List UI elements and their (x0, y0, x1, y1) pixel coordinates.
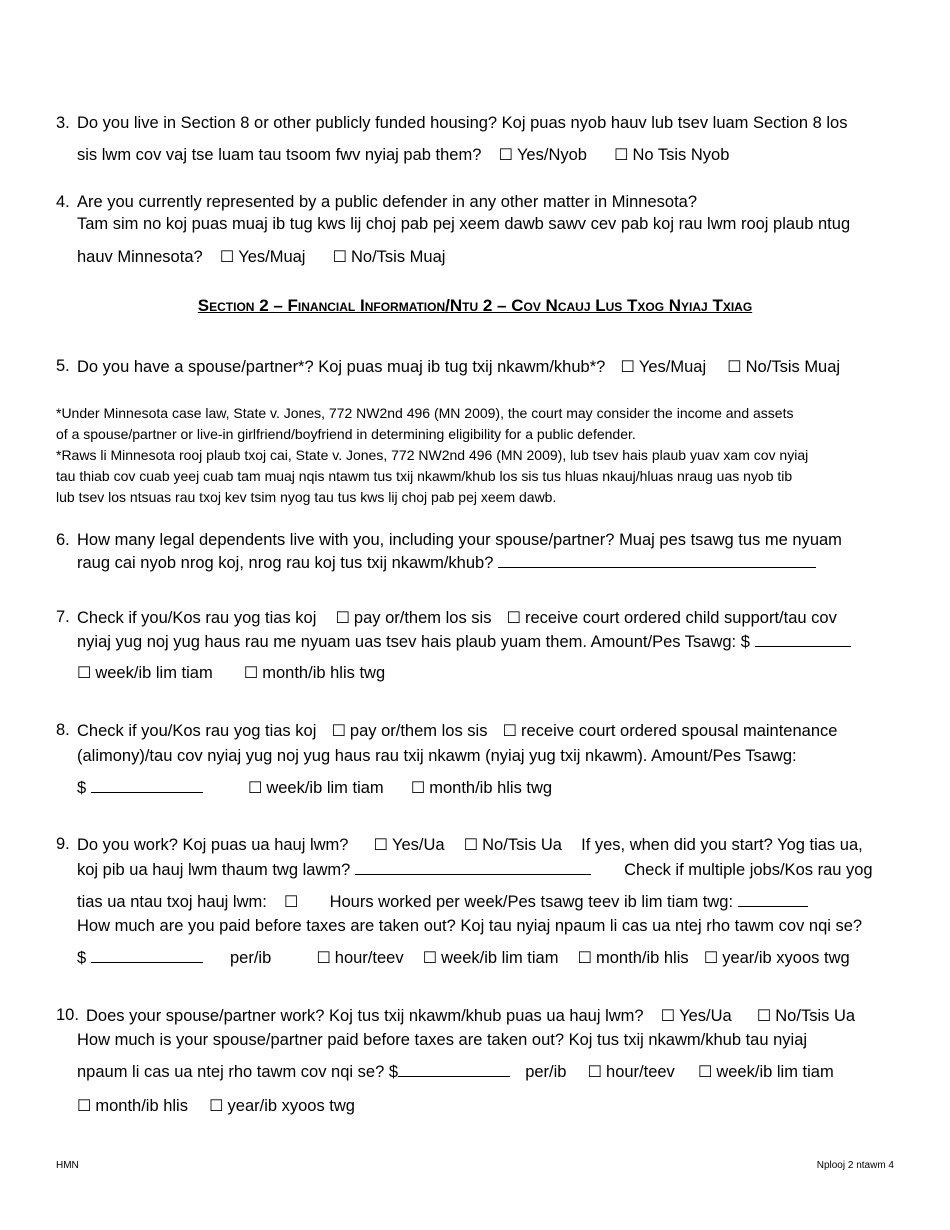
question-number: 3. (56, 114, 70, 132)
hour-label: hour/teev (606, 1063, 675, 1081)
yes-label: Yes/Ua (679, 1007, 732, 1025)
start-date-field[interactable] (355, 860, 591, 875)
question-number: 6. (56, 531, 70, 549)
month-label: month/ib hlis (95, 1097, 188, 1115)
question-text: sis lwm cov vaj tse luam tau tsoom fwv nyiaj pab them? (77, 146, 482, 164)
footnote-line: tau thiab cov cuab yeej cuab tam muaj nqis ntawm tus txij nkawm/khub los sis tus hluas nkauj/hluas nraug uas nyob tib (56, 468, 793, 484)
question-text: Does your spouse/partner work? Koj tus txij nkawm/khub puas ua hauj lwm? (86, 1007, 644, 1025)
question-text: hauv Minnesota? (77, 248, 203, 266)
pay-label: pay or/them los sis (349, 722, 488, 740)
no-checkbox[interactable]: ☐ (463, 837, 479, 854)
yes-label: Yes/Muaj (638, 358, 707, 376)
question-text: How much is your spouse/partner paid before taxes are taken out? Koj tus txij nkawm/khub tau nyiaj (77, 1031, 808, 1049)
per-label: per/ib (229, 949, 272, 967)
no-checkbox[interactable]: ☐ (756, 1008, 772, 1025)
question-text: Check if multiple jobs/Kos rau yog (624, 861, 873, 879)
yes-label: Yes/Ua (392, 836, 445, 854)
hour-checkbox[interactable]: ☐ (316, 950, 331, 967)
question-number: 4. (56, 193, 70, 211)
yes-checkbox[interactable]: ☐ (660, 1008, 676, 1025)
yes-checkbox[interactable]: ☐ (620, 359, 635, 376)
question-text: npaum li cas ua ntej rho tawm cov nqi se? $ (77, 1063, 399, 1081)
question-text: Check if you/Kos rau yog tias koj (77, 609, 317, 627)
footer-page-number: Nplooj 2 ntawm 4 (816, 1160, 894, 1171)
no-label: No Tsis Nyob (632, 146, 730, 164)
question-text: Do you work? Koj puas ua hauj lwm? (77, 836, 349, 854)
question-number: 5. (56, 357, 70, 375)
footer-language-code: HMN (56, 1160, 79, 1171)
question-number: 10. (56, 1006, 79, 1024)
week-label: week/ib lim tiam (441, 949, 559, 967)
no-label: No/Tsis Ua (482, 836, 562, 854)
question-text: Tam sim no koj puas muaj ib tug kws lij choj pab pej xeem dawb sawv cev pab koj rau lwm rooj plaub ntug (77, 215, 851, 233)
month-label: month/ib hlis twg (429, 779, 553, 797)
dollar-sign: $ (77, 949, 87, 967)
month-checkbox[interactable]: ☐ (410, 780, 426, 797)
footnote-line: *Raws li Minnesota rooj plaub txoj cai, State v. Jones, 772 NW2nd 496 (MN 2009), lub tsev hais plaub yuav xam cov nyiaj (56, 447, 809, 463)
pay-checkbox[interactable]: ☐ (335, 610, 350, 627)
receive-label: receive court ordered spousal maintenance (521, 722, 838, 740)
question-text: raug cai nyob nrog koj, nrog rau koj tus txij nkawm/khub? (77, 554, 494, 572)
amount-field[interactable] (91, 778, 203, 793)
hour-checkbox[interactable]: ☐ (587, 1064, 603, 1081)
receive-label: receive court ordered child support/tau cov (525, 609, 837, 627)
question-text: Are you currently represented by a public defender in any other matter in Minnesota? (77, 193, 698, 211)
week-checkbox[interactable]: ☐ (698, 1064, 713, 1081)
no-label: No/Tsis Muaj (351, 248, 446, 266)
footnote-line: lub tsev los ntsuas rau txoj kev tsim nyog tau tus kws lij choj pab pej xeem dawb. (56, 489, 557, 505)
amount-field[interactable] (755, 632, 851, 647)
no-label: No/Tsis Muaj (745, 358, 841, 376)
hours-per-week-field[interactable] (738, 892, 808, 907)
year-label: year/ib xyoos twg (227, 1097, 355, 1115)
hour-label: hour/teev (334, 949, 404, 967)
footnote-line: *Under Minnesota case law, State v. Jones, 772 NW2nd 496 (MN 2009), the court may consider the income and assets (56, 405, 794, 421)
yes-checkbox[interactable]: ☐ (373, 837, 389, 854)
question-text: Check if you/Kos rau yog tias koj (77, 722, 317, 740)
month-checkbox[interactable]: ☐ (577, 950, 593, 967)
section-2-title: Section 2 – Financial Information/Ntu 2 – Cov Ncauj Lus Txog Nyiaj Txiag (197, 296, 753, 315)
yes-checkbox[interactable]: ☐ (219, 249, 235, 266)
yes-checkbox[interactable]: ☐ (498, 147, 513, 164)
question-text: How many legal dependents live with you, including your spouse/partner? Muaj pes tsawg tus me nyuam (77, 531, 842, 549)
no-checkbox[interactable]: ☐ (614, 147, 629, 164)
question-number: 8. (56, 721, 70, 739)
month-label: month/ib hlis twg (262, 664, 386, 682)
pay-checkbox[interactable]: ☐ (331, 723, 346, 740)
week-checkbox[interactable]: ☐ (77, 665, 92, 682)
question-text: How much are you paid before taxes are taken out? Koj tau nyiaj npaum li cas ua ntej rho tawm cov nqi se? (77, 917, 863, 935)
year-label: year/ib xyoos twg (722, 949, 850, 967)
week-checkbox[interactable]: ☐ (247, 780, 263, 797)
week-checkbox[interactable]: ☐ (422, 950, 438, 967)
question-text: Hours worked per week/Pes tsawg teev ib lim tiam twg: (329, 893, 734, 911)
week-label: week/ib lim tiam (716, 1063, 834, 1081)
spouse-pay-amount-field[interactable] (398, 1062, 510, 1077)
question-text: If yes, when did you start? Yog tias ua, (581, 836, 863, 854)
month-checkbox[interactable]: ☐ (243, 665, 259, 682)
yes-label: Yes/Muaj (238, 248, 306, 266)
footnote-line: of a spouse/partner or live-in girlfriend/boyfriend in determining eligibility for a public defender. (56, 426, 636, 442)
month-checkbox[interactable]: ☐ (77, 1098, 92, 1115)
week-label: week/ib lim tiam (95, 664, 213, 682)
per-label: per/ib (525, 1063, 567, 1081)
spouse-footnote (56, 403, 896, 508)
question-text: nyiaj yug noj yug haus rau me nyuam uas tsev hais plaub yuam them. Amount/Pes Tsawg: $ (77, 633, 750, 651)
question-text: koj pib ua hauj lwm thaum twg lawm? (77, 861, 351, 879)
year-checkbox[interactable]: ☐ (209, 1098, 224, 1115)
dollar-sign: $ (77, 779, 87, 797)
question-text: tias ua ntau txoj hauj lwm: (77, 893, 267, 911)
pay-amount-field[interactable] (91, 948, 203, 963)
year-checkbox[interactable]: ☐ (703, 950, 719, 967)
multiple-jobs-checkbox[interactable]: ☐ (284, 894, 299, 911)
no-checkbox[interactable]: ☐ (727, 359, 742, 376)
question-number: 9. (56, 835, 70, 853)
dependents-count-field[interactable] (498, 553, 816, 568)
question-text: Do you have a spouse/partner*? Koj puas muaj ib tug txij nkawm/khub*? (77, 358, 606, 376)
no-label: No/Tsis Ua (775, 1007, 856, 1025)
yes-label: Yes/Nyob (516, 146, 587, 164)
week-label: week/ib lim tiam (266, 779, 384, 797)
question-text: Do you live in Section 8 or other publicly funded housing? Koj puas nyob hauv lub tsev luam Section 8 los (77, 114, 848, 132)
question-number: 7. (56, 608, 70, 626)
month-label: month/ib hlis (596, 949, 689, 967)
receive-checkbox[interactable]: ☐ (502, 723, 517, 740)
question-text: (alimony)/tau cov nyiaj yug noj yug haus rau txij nkawm (nyiaj yug txij nkawm). Amount/Pes Tsawg: (77, 747, 797, 765)
pay-label: pay or/them los sis (353, 609, 492, 627)
receive-checkbox[interactable]: ☐ (506, 610, 521, 627)
no-checkbox[interactable]: ☐ (332, 249, 347, 266)
